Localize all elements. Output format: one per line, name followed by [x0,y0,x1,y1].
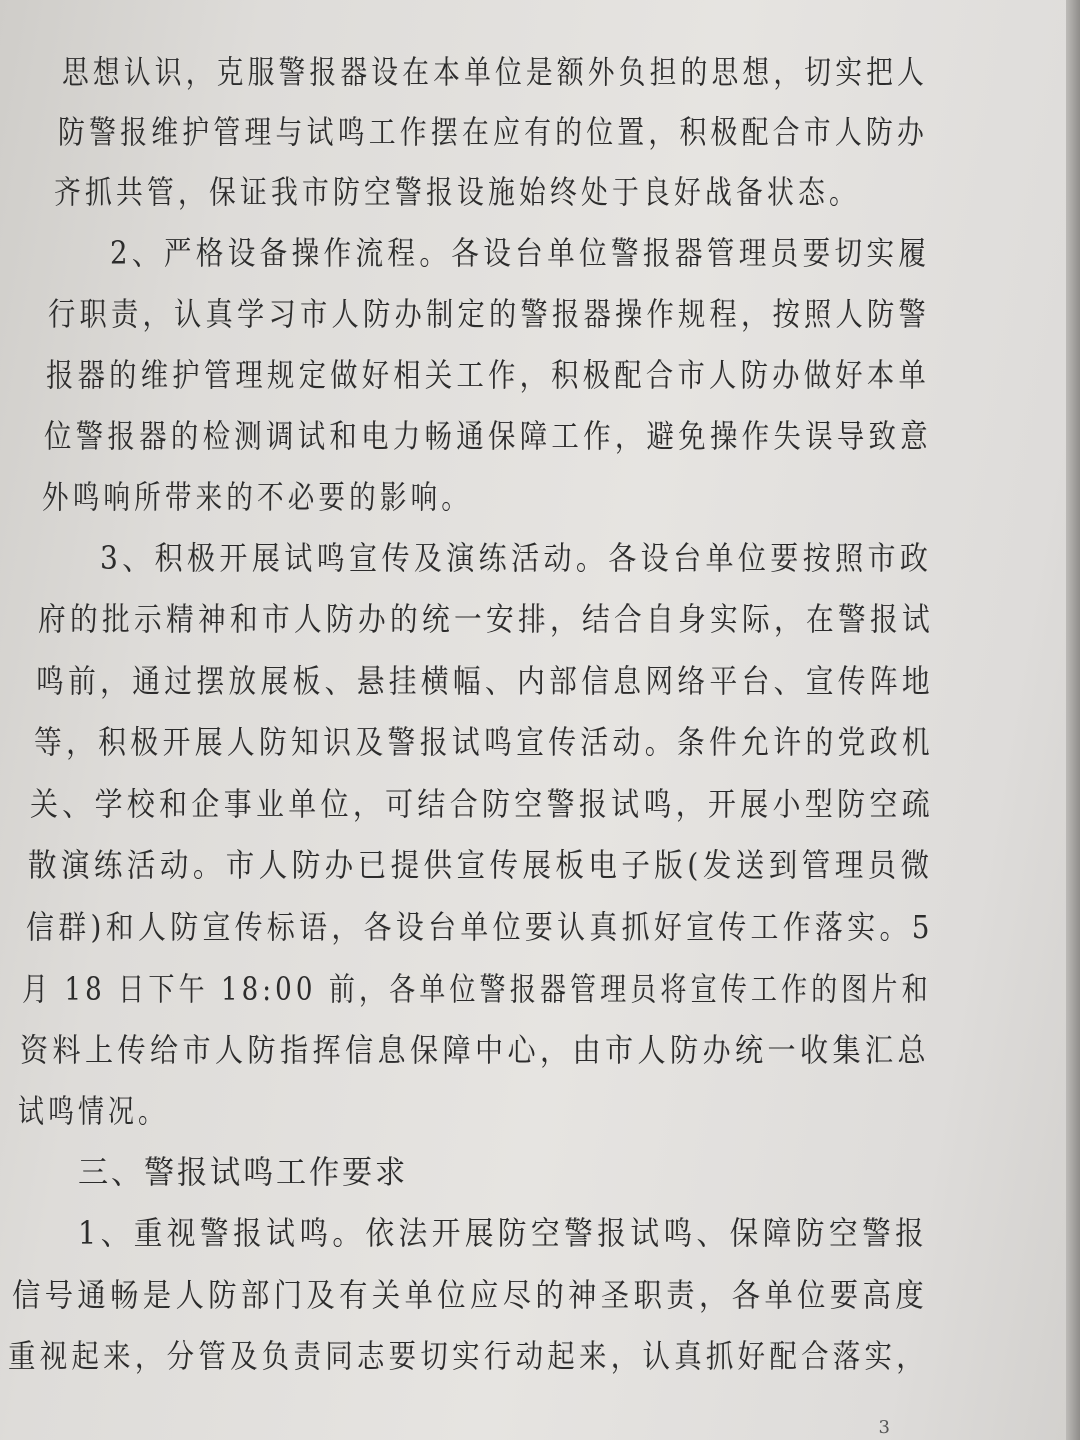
text-line-6: 报器的维护管理规定做好相关工作，积极配合市人防办做好本单 [46,356,931,394]
text-line-1: 思想认识，克服警报器设在本单位是额外负担的思想，切实把人 [62,53,929,91]
text-line-10: 府的批示精神和市人防办的统一安排，结合自身实际，在警报试 [38,600,935,638]
text-line-18: 试鸣情况。 [18,1092,169,1130]
section-heading: 三、警报试鸣工作要求 [78,1153,409,1191]
text-line-4: 2、严格设备操作流程。各设台单位警报器管理员要切实履 [110,234,931,272]
text-line-15: 信群)和人防宣传标语，各设台单位要认真抓好宣传工作落实。5 [26,908,934,946]
text-line-14: 散演练活动。市人防办已提供宣传展板电子版(发送到管理员微 [28,846,934,884]
text-line-21: 重视起来，分管及负责同志要切实行动起来，认真抓好配合落实， [8,1337,929,1375]
text-line-3: 齐抓共管，保证我市防空警报设施始终处于良好战备状态。 [54,173,860,211]
text-line-2: 防警报维护管理与试鸣工作摆在应有的位置，积极配合市人防办 [58,113,929,151]
text-line-9: 3、积极开展试鸣宣传及演练活动。各设台单位要按照市政 [100,539,933,577]
text-line-12: 等，积极开展人防知识及警报试鸣宣传活动。条件允许的党政机 [34,723,934,761]
text-line-7: 位警报器的检测调试和电力畅通保障工作，避免操作失误导致意 [44,417,932,455]
text-line-19: 1、重视警报试鸣。依法开展防空警报试鸣、保障防空警报 [78,1214,929,1252]
text-line-13: 关、学校和企事业单位，可结合防空警报试鸣，开展小型防空疏 [30,785,935,823]
text-line-20: 信号通畅是人防部门及有关单位应尽的神圣职责，各单位要高度 [12,1276,929,1314]
text-line-17: 资料上传给市人防指挥信息保障中心，由市人防办统一收集汇总 [20,1031,931,1069]
text-line-8: 外鸣响所带来的不必要的影响。 [42,478,473,516]
text-line-11: 鸣前，通过摆放展板、悬挂横幅、内部信息网络平台、宣传阵地 [36,662,935,700]
text-line-5: 行职责，认真学习市人防办制定的警报器操作规程，按照人防警 [48,295,931,333]
text-line-16: 月 18 日下午 18:00 前，各单位警报器管理员将宣传工作的图片和 [22,970,932,1008]
page-number: 3 [878,1417,890,1438]
